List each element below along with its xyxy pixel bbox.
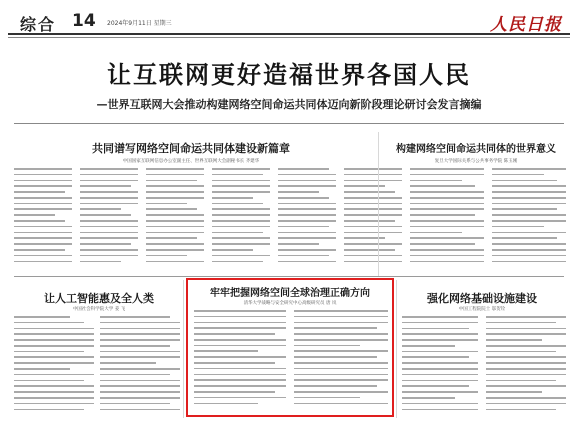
- text-line: [14, 391, 94, 393]
- text-line: [14, 409, 84, 411]
- text-line: [146, 174, 204, 176]
- text-line: [492, 185, 566, 187]
- text-line: [492, 249, 566, 251]
- text-line: [212, 232, 263, 234]
- text-line: [402, 362, 478, 364]
- text-line: [194, 345, 286, 347]
- text-line: [194, 327, 286, 329]
- text-line: [14, 174, 72, 176]
- text-line: [14, 185, 72, 187]
- article-text-column: [344, 168, 402, 272]
- text-line: [14, 237, 72, 239]
- text-line: [212, 243, 270, 245]
- text-line: [146, 208, 197, 210]
- text-line: [294, 403, 388, 405]
- text-line: [100, 368, 180, 370]
- text-line: [486, 362, 566, 364]
- text-line: [278, 243, 319, 245]
- text-line: [146, 226, 204, 228]
- text-line: [278, 180, 336, 182]
- text-line: [344, 255, 402, 257]
- text-line: [492, 203, 566, 205]
- article-text-column: [194, 310, 286, 410]
- column-divider: [378, 132, 379, 276]
- text-line: [14, 208, 72, 210]
- text-line: [212, 220, 270, 222]
- text-line: [212, 168, 270, 170]
- text-line: [486, 322, 556, 324]
- text-line: [80, 255, 138, 257]
- section-name: 综合: [20, 15, 57, 34]
- text-line: [100, 351, 180, 353]
- text-line: [14, 220, 65, 222]
- text-line: [294, 327, 377, 329]
- text-line: [212, 180, 270, 182]
- text-line: [100, 322, 180, 324]
- text-line: [294, 368, 388, 370]
- text-line: [294, 356, 377, 358]
- article-title: 强化网络基础设施建设: [427, 292, 537, 305]
- text-line: [212, 249, 253, 251]
- text-line: [344, 261, 402, 263]
- text-line: [294, 310, 388, 312]
- text-line: [410, 168, 484, 170]
- text-line: [294, 385, 377, 387]
- text-line: [278, 226, 329, 228]
- text-line: [492, 237, 557, 239]
- text-line: [486, 374, 566, 376]
- text-line: [410, 191, 484, 193]
- article-byline: 中国工程院院士 邬贺铨: [458, 307, 506, 312]
- text-line: [146, 168, 204, 170]
- text-line: [146, 232, 204, 234]
- text-line: [492, 261, 566, 263]
- text-line: [278, 214, 336, 216]
- text-line: [402, 345, 455, 347]
- text-line: [146, 191, 204, 193]
- text-line: [80, 249, 138, 251]
- text-line: [100, 345, 170, 347]
- text-line: [294, 391, 388, 393]
- text-line: [402, 397, 455, 399]
- text-line: [402, 356, 469, 358]
- text-line: [492, 255, 566, 257]
- text-line: [14, 356, 94, 358]
- article-byline: 复旦大学国际关系与公共事务学院 陈玉刚: [434, 159, 518, 164]
- text-line: [14, 403, 94, 405]
- text-line: [278, 191, 319, 193]
- text-line: [410, 255, 484, 257]
- article-byline: 中国社会科学院大学 姜 飞: [72, 307, 126, 312]
- text-line: [294, 316, 388, 318]
- text-line: [486, 351, 556, 353]
- article-text-column: [80, 168, 138, 272]
- text-line: [100, 385, 180, 387]
- text-line: [80, 191, 138, 193]
- text-line: [410, 237, 484, 239]
- text-line: [14, 197, 72, 199]
- text-line: [402, 403, 478, 405]
- text-line: [100, 380, 180, 382]
- text-line: [146, 214, 204, 216]
- text-line: [410, 232, 462, 234]
- text-line: [146, 180, 197, 182]
- text-line: [278, 249, 336, 251]
- text-line: [14, 368, 70, 370]
- text-line: [402, 391, 478, 393]
- text-line: [14, 380, 84, 382]
- text-line: [344, 168, 402, 170]
- text-line: [410, 208, 484, 210]
- article-byline: 中国国家互联网信息办公室副主任、世界互联网大会副秘书长 齐建华: [122, 159, 260, 164]
- text-line: [294, 333, 388, 335]
- text-line: [194, 374, 286, 376]
- text-line: [278, 197, 329, 199]
- text-line: [146, 185, 204, 187]
- text-line: [100, 316, 170, 318]
- text-line: [344, 249, 395, 251]
- text-line: [194, 403, 258, 405]
- article-text-column: [146, 168, 204, 272]
- text-line: [278, 174, 336, 176]
- text-line: [80, 214, 131, 216]
- text-line: [194, 368, 286, 370]
- text-line: [344, 208, 402, 210]
- text-line: [278, 237, 336, 239]
- article-text-column: [14, 316, 94, 416]
- text-line: [410, 214, 475, 216]
- text-line: [80, 185, 131, 187]
- text-line: [278, 261, 336, 263]
- main-headline: 让互联网更好造福世界各国人民: [107, 61, 471, 89]
- text-line: [294, 345, 360, 347]
- article-text-column: [14, 168, 72, 272]
- text-line: [14, 351, 84, 353]
- text-line: [14, 345, 94, 347]
- text-line: [212, 174, 263, 176]
- text-line: [278, 232, 336, 234]
- text-line: [402, 322, 478, 324]
- masthead-logo: 人民日报: [490, 15, 562, 35]
- text-line: [212, 208, 270, 210]
- text-line: [146, 237, 197, 239]
- article-title: 共同谱写网络空间命运共同体建设新篇章: [92, 142, 290, 155]
- article-text-column: [410, 168, 484, 272]
- article-title: 牢牢把握网络空间全球治理正确方向: [210, 288, 370, 299]
- text-line: [402, 351, 478, 353]
- text-line: [212, 237, 270, 239]
- article-text-column: [294, 310, 388, 410]
- text-line: [80, 237, 138, 239]
- text-line: [492, 214, 566, 216]
- text-line: [100, 409, 180, 411]
- main-subtitle: —世界互联网大会推动构建网络空间命运共同体迈向新阶段理论研讨会发言摘编: [96, 98, 482, 111]
- text-line: [486, 403, 566, 405]
- text-line: [294, 362, 388, 364]
- text-line: [294, 322, 388, 324]
- text-line: [344, 226, 402, 228]
- text-line: [278, 203, 336, 205]
- text-line: [194, 322, 286, 324]
- text-line: [14, 261, 72, 263]
- text-line: [402, 316, 478, 318]
- text-line: [194, 385, 286, 387]
- text-line: [100, 339, 180, 341]
- text-line: [194, 310, 286, 312]
- text-line: [344, 174, 402, 176]
- article-text-column: [278, 168, 336, 272]
- text-line: [294, 397, 360, 399]
- text-line: [100, 333, 180, 335]
- text-line: [212, 197, 253, 199]
- text-line: [212, 261, 263, 263]
- text-line: [492, 191, 566, 193]
- text-line: [344, 180, 402, 182]
- text-line: [14, 385, 94, 387]
- text-line: [80, 174, 138, 176]
- text-line: [14, 339, 94, 341]
- text-line: [486, 380, 556, 382]
- article-text-column: [492, 168, 566, 272]
- text-line: [146, 261, 204, 263]
- text-line: [486, 345, 566, 347]
- column-divider: [183, 280, 184, 418]
- text-line: [14, 191, 65, 193]
- text-line: [486, 316, 566, 318]
- text-line: [492, 180, 557, 182]
- article-text-column: [212, 168, 270, 272]
- text-line: [492, 168, 566, 170]
- article-text-column: [100, 316, 180, 416]
- text-line: [14, 203, 72, 205]
- text-line: [344, 214, 402, 216]
- text-line: [278, 208, 336, 210]
- text-line: [486, 385, 566, 387]
- text-line: [344, 197, 402, 199]
- text-line: [146, 249, 204, 251]
- text-line: [194, 333, 275, 335]
- text-line: [194, 391, 275, 393]
- header-rule: [8, 33, 570, 35]
- page-number: 14: [72, 11, 96, 31]
- text-line: [194, 350, 258, 352]
- text-line: [492, 226, 544, 228]
- text-line: [80, 203, 138, 205]
- text-line: [278, 255, 329, 257]
- header-rule-thin: [8, 37, 570, 38]
- text-line: [100, 397, 180, 399]
- article-byline: 清华大学战略与安全研究中心高级研究员 唐 岚: [243, 301, 337, 306]
- text-line: [146, 203, 187, 205]
- section-divider: [14, 276, 564, 277]
- date-line: 2024年9月11日 星期三: [107, 20, 172, 27]
- text-line: [410, 261, 484, 263]
- text-line: [100, 356, 180, 358]
- text-line: [14, 362, 94, 364]
- text-line: [146, 243, 204, 245]
- text-line: [194, 362, 275, 364]
- text-line: [14, 328, 94, 330]
- text-line: [410, 197, 484, 199]
- text-line: [212, 191, 270, 193]
- text-line: [80, 168, 138, 170]
- text-line: [212, 226, 270, 228]
- text-line: [100, 328, 180, 330]
- text-line: [14, 397, 94, 399]
- text-line: [146, 255, 187, 257]
- headline-rule: [14, 123, 564, 124]
- text-line: [14, 374, 94, 376]
- text-line: [486, 391, 542, 393]
- text-line: [100, 362, 156, 364]
- text-line: [344, 220, 395, 222]
- text-line: [492, 208, 557, 210]
- text-line: [402, 368, 478, 370]
- text-line: [278, 168, 329, 170]
- column-divider: [396, 280, 397, 418]
- text-line: [492, 197, 566, 199]
- text-line: [402, 380, 478, 382]
- text-line: [486, 356, 566, 358]
- text-line: [212, 203, 263, 205]
- text-line: [410, 180, 462, 182]
- text-line: [344, 243, 402, 245]
- text-line: [14, 316, 70, 318]
- text-line: [80, 197, 138, 199]
- text-line: [486, 339, 542, 341]
- text-line: [486, 409, 556, 411]
- text-line: [486, 368, 566, 370]
- text-line: [14, 333, 94, 335]
- text-line: [194, 316, 286, 318]
- text-line: [212, 185, 270, 187]
- text-line: [80, 226, 138, 228]
- text-line: [486, 328, 566, 330]
- text-line: [294, 374, 388, 376]
- text-line: [410, 174, 484, 176]
- text-line: [212, 214, 270, 216]
- text-line: [492, 243, 566, 245]
- text-line: [402, 339, 478, 341]
- text-line: [80, 261, 121, 263]
- text-line: [344, 191, 395, 193]
- text-line: [486, 397, 566, 399]
- text-line: [294, 379, 388, 381]
- text-line: [194, 356, 286, 358]
- article-text-column: [402, 316, 478, 416]
- article-title: 让人工智能惠及全人类: [44, 292, 154, 305]
- text-line: [80, 220, 138, 222]
- text-line: [14, 226, 72, 228]
- text-line: [278, 185, 336, 187]
- text-line: [410, 203, 484, 205]
- text-line: [402, 333, 478, 335]
- text-line: [492, 232, 566, 234]
- text-line: [492, 174, 544, 176]
- text-line: [100, 374, 170, 376]
- text-line: [294, 350, 388, 352]
- text-line: [14, 255, 72, 257]
- text-line: [278, 220, 336, 222]
- page-header: [0, 6, 578, 36]
- text-line: [402, 385, 469, 387]
- text-line: [410, 185, 475, 187]
- text-line: [402, 374, 478, 376]
- text-line: [410, 249, 484, 251]
- text-line: [100, 403, 170, 405]
- text-line: [14, 168, 72, 170]
- text-line: [14, 249, 65, 251]
- text-line: [146, 220, 204, 222]
- article-title: 构建网络空间命运共同体的世界意义: [396, 144, 556, 155]
- text-line: [194, 379, 286, 381]
- text-line: [14, 214, 55, 216]
- text-line: [410, 243, 475, 245]
- text-line: [14, 232, 72, 234]
- text-line: [294, 339, 388, 341]
- text-line: [80, 243, 131, 245]
- article-text-column: [486, 316, 566, 416]
- text-line: [194, 339, 286, 341]
- text-line: [410, 220, 484, 222]
- text-line: [80, 232, 138, 234]
- text-line: [14, 322, 84, 324]
- text-line: [14, 180, 72, 182]
- text-line: [212, 255, 270, 257]
- text-line: [402, 409, 478, 411]
- text-line: [80, 180, 138, 182]
- text-line: [486, 333, 566, 335]
- text-line: [402, 328, 469, 330]
- text-line: [492, 220, 566, 222]
- text-line: [344, 232, 402, 234]
- text-line: [344, 203, 402, 205]
- text-line: [194, 397, 286, 399]
- text-line: [14, 243, 72, 245]
- text-line: [146, 197, 204, 199]
- text-line: [410, 226, 484, 228]
- text-line: [80, 208, 121, 210]
- text-line: [100, 391, 180, 393]
